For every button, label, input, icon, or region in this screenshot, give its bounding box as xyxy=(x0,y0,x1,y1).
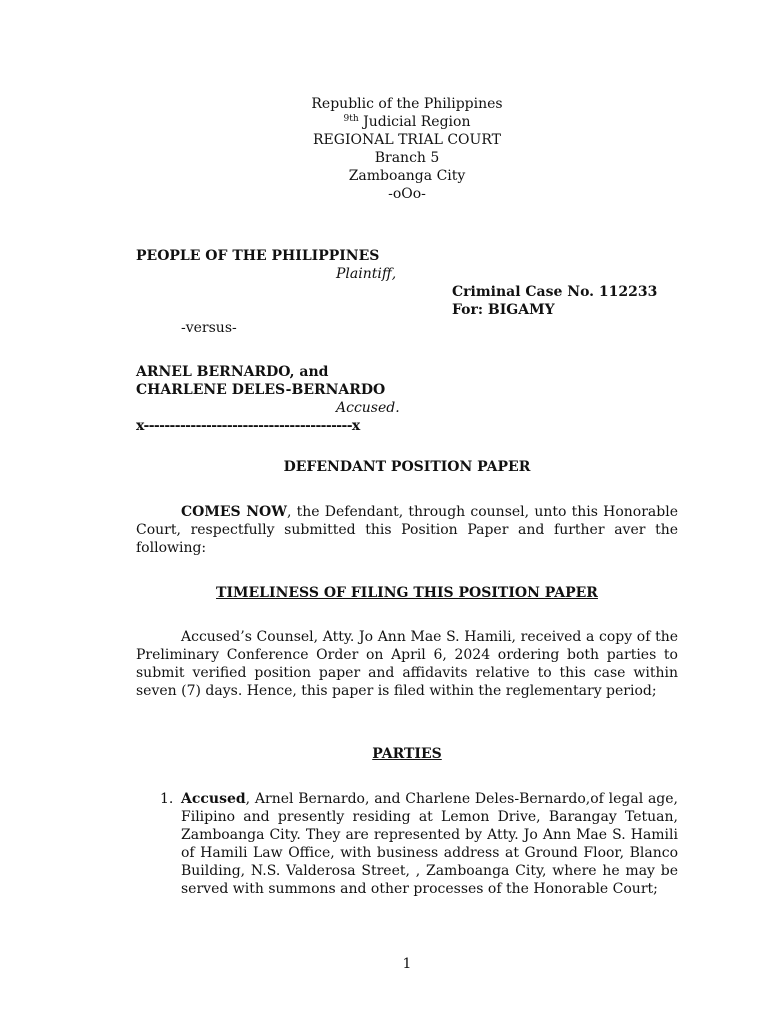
header-ornament: -oOo- xyxy=(388,186,426,202)
section-parties-heading: PARTIES xyxy=(372,746,442,762)
case-number: Criminal Case No. 112233 xyxy=(452,284,658,300)
header-court: REGIONAL TRIAL COURT xyxy=(313,132,501,148)
section-timeliness-paragraph xyxy=(136,628,678,700)
document-title: DEFENDANT POSITION PAPER xyxy=(283,459,531,475)
accused-role: Accused. xyxy=(336,400,400,416)
intro-text: , the Defendant, through counsel, unto this Honorable Court, respectfully submitted this Position Paper and further aver the following: xyxy=(136,504,678,556)
case-offense: For: BIGAMY xyxy=(452,302,555,318)
section-timeliness-text: Accused’s Counsel, Atty. Jo Ann Mae S. Hamili, received a copy of the Preliminary Conference Order on April 6, 2024 ordering both parties to submit verified position paper and affidavits relative to this case within seven (7) days. Hence, this paper is filed within the reglementary period; xyxy=(136,629,678,699)
header-region-ordinal: 9th xyxy=(343,114,359,124)
intro-lead: COMES NOW xyxy=(181,504,287,520)
accused-name-line1: ARNEL BERNARDO, and xyxy=(136,364,329,380)
parties-item-text: , Arnel Bernardo, and Charlene Deles-Bernardo,of legal age, Filipino and presently residing at Lemon Drive, Barangay Tetuan, Zamboanga City. They are represented by Atty. Jo Ann Mae S. Hamili of Hamili Law Office, with business address at Ground Floor, Blanco Building, N.S. Valderosa Street, , Zamboanga City, where he may be served with summons and other processes of the Honorable Court; xyxy=(181,791,678,897)
intro-paragraph xyxy=(136,503,678,557)
accused-name-line2: CHARLENE DELES-BERNARDO xyxy=(136,382,386,398)
parties-item-lead: Accused xyxy=(181,791,246,807)
plaintiff-name: PEOPLE OF THE PHILIPPINES xyxy=(136,248,380,264)
parties-item-body xyxy=(181,790,678,898)
header-city: Zamboanga City xyxy=(348,168,466,184)
header-region-text: Judicial Region xyxy=(358,114,471,130)
parties-item-number: 1. xyxy=(160,791,174,807)
versus-label: -versus- xyxy=(181,320,237,336)
header-judicial-region xyxy=(136,113,678,131)
section-timeliness-heading: TIMELINESS OF FILING THIS POSITION PAPER xyxy=(216,585,598,601)
plaintiff-role: Plaintiff, xyxy=(336,266,397,282)
caption-separator: x----------------------------------------x xyxy=(136,418,360,434)
page-number: 1 xyxy=(402,956,412,972)
header-republic: Republic of the Philippines xyxy=(311,96,503,112)
header-branch: Branch 5 xyxy=(374,150,440,166)
